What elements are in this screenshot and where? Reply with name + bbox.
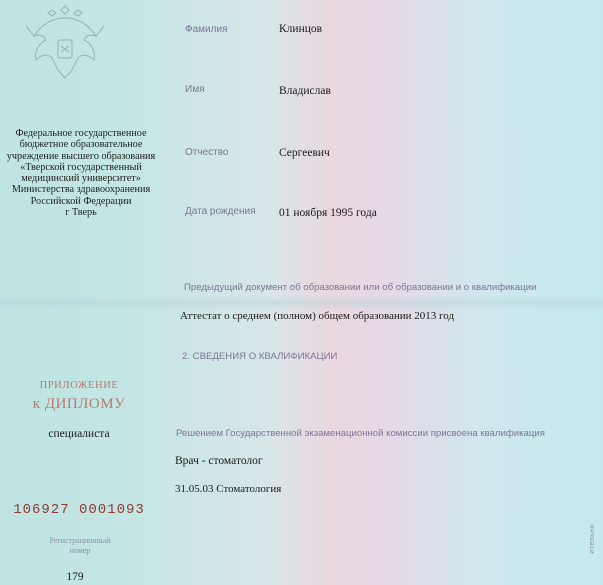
- diploma-type: специалиста: [48, 428, 110, 440]
- appendix-top: ПРИЛОЖЕНИЕ: [39, 380, 119, 391]
- qualification-heading: 2. СВЕДЕНИЯ О КВАЛИФИКАЦИИ: [182, 351, 338, 362]
- registration-label-line-1: Регистрационный: [49, 536, 111, 545]
- organization-block: [6, 128, 156, 218]
- serial-number: 106927 0001093: [13, 502, 145, 518]
- previous-document-value: Аттестат о среднем (полном) общем образовании 2013 год: [180, 310, 455, 322]
- appendix-title: к ДИПЛОМУ: [32, 396, 126, 412]
- birthdate-label: Дата рождения: [185, 206, 256, 217]
- coat-of-arms-icon: [22, 0, 108, 80]
- organization-line: Министерства здравоохранения: [11, 184, 151, 196]
- organization-line: медицинский университет»: [21, 173, 141, 185]
- surname-value: Клинцов: [279, 23, 323, 35]
- organization-line: бюджетное образовательное: [19, 139, 143, 151]
- patronymic-label: Отчество: [185, 147, 229, 158]
- surname-label: Фамилия: [185, 24, 228, 35]
- organization-line: г Тверь: [65, 207, 97, 219]
- organization-line: «Тверской государственный: [20, 161, 142, 173]
- birthdate-value: 01 ноября 1995 года: [279, 207, 377, 219]
- registration-label-line-2: номер: [69, 546, 91, 555]
- previous-document-label: Предыдущий документ об образовании или об образовании и о квалификации: [184, 282, 537, 293]
- organization-line: Федеральное государственное: [15, 128, 147, 139]
- qualification-decision-label: Решением Государственной экзаменационной комиссии присвоена квалификация: [176, 428, 545, 439]
- paper-fold: [0, 296, 603, 310]
- qualification-title: Врач - стоматолог: [175, 455, 263, 467]
- side-edge-text: ительно: [589, 524, 596, 554]
- organization-line: Российской Федерации: [30, 195, 132, 207]
- name-value: Владислав: [279, 85, 331, 97]
- name-label: Имя: [185, 84, 205, 95]
- qualification-specialty: 31.05.03 Стоматология: [175, 483, 282, 495]
- registration-number: 179: [66, 571, 84, 583]
- organization-line: учреждение высшего образования: [6, 150, 156, 162]
- registration-label: [30, 536, 130, 556]
- patronymic-value: Сергеевич: [279, 147, 330, 159]
